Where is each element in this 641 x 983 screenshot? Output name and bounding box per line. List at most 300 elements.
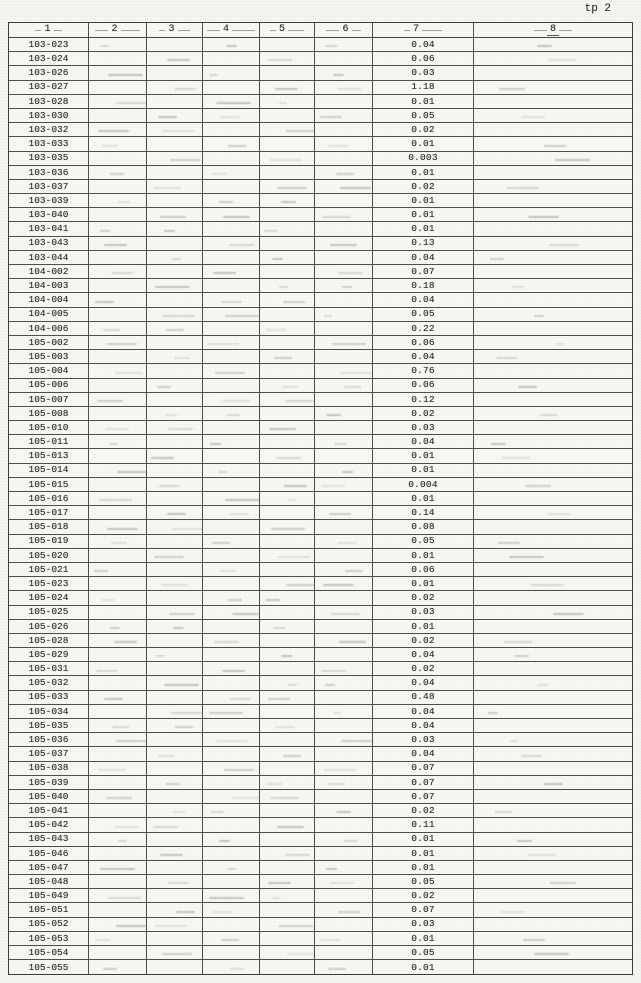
empty-cell (147, 520, 203, 533)
scan-smudge (216, 740, 248, 742)
scan-smudge (337, 542, 357, 544)
table-row (9, 449, 632, 463)
scan-smudge (220, 570, 236, 572)
value-cell: 0.08 (373, 520, 474, 533)
sample-id-cell: 105-010 (9, 421, 89, 434)
empty-cell (474, 549, 632, 562)
empty-cell (315, 364, 373, 377)
value-cell: 0.01 (373, 95, 474, 108)
column-header (373, 23, 474, 37)
value-cell: 0.06 (373, 379, 474, 392)
empty-cell (315, 322, 373, 335)
empty-cell (89, 137, 147, 150)
scan-smudge (215, 372, 245, 374)
empty-cell (260, 563, 315, 576)
empty-cell (260, 478, 315, 491)
scan-smudge (107, 528, 138, 530)
empty-cell (203, 38, 260, 51)
empty-cell (89, 109, 147, 122)
table-row (9, 606, 632, 620)
scan-smudge (548, 59, 576, 61)
table-row (9, 577, 632, 591)
scan-smudge (229, 513, 249, 515)
empty-cell (474, 393, 632, 406)
scan-smudge (155, 286, 190, 288)
empty-cell (89, 804, 147, 817)
sample-id-cell: 105-028 (9, 634, 89, 647)
sample-id-cell: 103-040 (9, 208, 89, 221)
value-cell: 0.07 (373, 762, 474, 775)
empty-cell (203, 535, 260, 548)
scan-smudge (512, 286, 524, 288)
empty-cell (147, 577, 203, 590)
table-row (9, 237, 632, 251)
empty-cell (147, 733, 203, 746)
empty-cell (315, 478, 373, 491)
scan-smudge (326, 30, 339, 31)
scan-smudge (112, 726, 129, 728)
sample-id-cell: 105-007 (9, 393, 89, 406)
sample-id-cell: 105-019 (9, 535, 89, 548)
scan-smudge (98, 769, 126, 771)
table-row (9, 393, 632, 407)
sample-id-cell: 105-037 (9, 747, 89, 760)
empty-cell (315, 293, 373, 306)
sample-id-cell: 105-016 (9, 492, 89, 505)
empty-cell (474, 237, 632, 250)
scan-smudge (106, 797, 132, 799)
empty-cell (147, 946, 203, 959)
empty-cell (89, 776, 147, 789)
empty-cell (147, 251, 203, 264)
empty-cell (474, 208, 632, 221)
empty-cell (147, 137, 203, 150)
scan-smudge (117, 471, 147, 473)
scan-smudge (111, 542, 127, 544)
empty-cell (474, 464, 632, 477)
value-cell: 0.04 (373, 747, 474, 760)
value-cell: 0.05 (373, 308, 474, 321)
empty-cell (147, 208, 203, 221)
scan-smudge (219, 201, 233, 203)
empty-cell (89, 166, 147, 179)
empty-cell (89, 180, 147, 193)
empty-cell (315, 903, 373, 916)
sample-id-cell: 105-011 (9, 435, 89, 448)
empty-cell (147, 222, 203, 235)
value-cell: 0.03 (373, 421, 474, 434)
empty-cell (315, 449, 373, 462)
scan-smudge (559, 30, 572, 31)
empty-cell (203, 137, 260, 150)
empty-cell (474, 634, 632, 647)
scan-smudge (54, 30, 62, 31)
scan-smudge (342, 471, 353, 473)
empty-cell (260, 577, 315, 590)
empty-cell (203, 464, 260, 477)
empty-cell (203, 478, 260, 491)
empty-cell (147, 364, 203, 377)
empty-cell (315, 123, 373, 136)
scan-smudge (506, 187, 539, 189)
empty-cell (203, 889, 260, 902)
scan-smudge (322, 216, 351, 218)
scan-smudge (228, 599, 242, 601)
scan-smudge (521, 755, 542, 757)
scan-smudge (284, 485, 307, 487)
empty-cell (147, 478, 203, 491)
sample-id-cell: 103-043 (9, 237, 89, 250)
empty-cell (89, 350, 147, 363)
empty-cell (147, 563, 203, 576)
empty-cell (89, 549, 147, 562)
scan-smudge (265, 599, 280, 601)
table-row (9, 932, 632, 946)
table-row (9, 435, 632, 449)
empty-cell (147, 535, 203, 548)
empty-cell (474, 81, 632, 94)
sample-id-cell: 105-048 (9, 875, 89, 888)
scan-smudge (550, 882, 576, 884)
scan-smudge (164, 230, 175, 232)
sample-id-cell: 105-029 (9, 648, 89, 661)
empty-cell (89, 194, 147, 207)
empty-cell (147, 109, 203, 122)
scan-smudge (269, 428, 296, 430)
scan-smudge (107, 343, 137, 345)
scan-smudge (273, 627, 286, 629)
empty-cell (89, 535, 147, 548)
sample-id-cell: 103-032 (9, 123, 89, 136)
empty-cell (89, 691, 147, 704)
empty-cell (147, 747, 203, 760)
empty-cell (147, 691, 203, 704)
scan-smudge (496, 357, 517, 359)
empty-cell (89, 946, 147, 959)
column-header (89, 23, 147, 37)
sample-id-cell: 105-038 (9, 762, 89, 775)
scan-smudge (333, 712, 341, 714)
table-row (9, 308, 632, 322)
column-header (474, 23, 632, 37)
empty-cell (315, 662, 373, 675)
scan-smudge (116, 740, 146, 742)
scan-smudge (502, 457, 530, 459)
empty-cell (147, 449, 203, 462)
empty-cell (260, 166, 315, 179)
empty-cell (203, 293, 260, 306)
sample-id-cell: 105-021 (9, 563, 89, 576)
scan-smudge (277, 826, 304, 828)
empty-cell (260, 393, 315, 406)
scan-smudge (232, 797, 260, 799)
scan-smudge (223, 216, 250, 218)
empty-cell (147, 549, 203, 562)
scan-smudge (207, 30, 220, 31)
table-row (9, 109, 632, 123)
scan-smudge (216, 102, 251, 104)
scan-smudge (214, 641, 239, 643)
scan-smudge (232, 30, 255, 31)
scan-smudge (118, 201, 130, 203)
empty-cell (260, 308, 315, 321)
value-cell: 0.03 (373, 918, 474, 931)
scan-smudge (155, 925, 187, 927)
empty-cell (315, 733, 373, 746)
empty-cell (474, 137, 632, 150)
scan-smudge (288, 30, 304, 31)
scan-smudge (268, 882, 291, 884)
empty-cell (260, 932, 315, 945)
table-row (9, 95, 632, 109)
scan-smudge (160, 854, 183, 856)
scan-smudge (173, 811, 185, 813)
scan-smudge (270, 30, 276, 31)
empty-cell (147, 180, 203, 193)
scan-smudge (264, 230, 277, 232)
table-row (9, 208, 632, 222)
empty-cell (147, 492, 203, 505)
value-cell: 0.01 (373, 549, 474, 562)
scan-smudge (556, 343, 564, 345)
scan-smudge (338, 272, 363, 274)
empty-cell (474, 591, 632, 604)
empty-cell (315, 279, 373, 292)
empty-cell (474, 818, 632, 831)
empty-cell (203, 918, 260, 931)
empty-cell (315, 705, 373, 718)
empty-cell (315, 691, 373, 704)
empty-cell (474, 123, 632, 136)
scan-smudge (96, 670, 117, 672)
sample-id-cell: 103-027 (9, 81, 89, 94)
scan-smudge (100, 868, 135, 870)
empty-cell (260, 804, 315, 817)
empty-cell (89, 960, 147, 974)
table-row (9, 591, 632, 605)
scan-smudge (175, 726, 193, 728)
scan-smudge (151, 457, 174, 459)
empty-cell (315, 747, 373, 760)
scan-smudge (531, 584, 564, 586)
empty-cell (89, 847, 147, 860)
scan-smudge (226, 45, 237, 47)
value-cell: 0.01 (373, 960, 474, 974)
empty-cell (260, 251, 315, 264)
empty-cell (315, 435, 373, 448)
table-row (9, 804, 632, 818)
empty-cell (203, 549, 260, 562)
scan-smudge (112, 272, 133, 274)
empty-cell (474, 435, 632, 448)
table-row (9, 634, 632, 648)
table-row (9, 903, 632, 917)
empty-cell (89, 308, 147, 321)
empty-cell (89, 364, 147, 377)
empty-cell (147, 435, 203, 448)
sample-id-cell: 105-031 (9, 662, 89, 675)
empty-cell (260, 903, 315, 916)
table-row (9, 506, 632, 520)
empty-cell (315, 251, 373, 264)
empty-cell (147, 379, 203, 392)
empty-cell (260, 847, 315, 860)
empty-cell (89, 676, 147, 689)
empty-cell (474, 804, 632, 817)
sample-id-cell: 103-035 (9, 152, 89, 165)
scan-smudge (168, 428, 193, 430)
scan-smudge (218, 471, 227, 473)
scan-smudge (272, 258, 283, 260)
empty-cell (474, 152, 632, 165)
empty-cell (315, 152, 373, 165)
value-cell: 0.02 (373, 407, 474, 420)
empty-cell (89, 81, 147, 94)
column-header (9, 23, 89, 37)
empty-cell (89, 861, 147, 874)
empty-cell (89, 237, 147, 250)
empty-cell (147, 648, 203, 661)
value-cell: 0.06 (373, 52, 474, 65)
empty-cell (89, 435, 147, 448)
empty-cell (315, 194, 373, 207)
scan-smudge (221, 301, 242, 303)
empty-cell (474, 66, 632, 79)
scan-smudge (161, 584, 189, 586)
scan-smudge (213, 272, 236, 274)
scan-smudge (528, 216, 559, 218)
sample-id-cell: 105-041 (9, 804, 89, 817)
empty-cell (315, 265, 373, 278)
empty-cell (474, 52, 632, 65)
empty-cell (260, 946, 315, 959)
sample-id-cell: 103-037 (9, 180, 89, 193)
empty-cell (89, 52, 147, 65)
empty-cell (315, 960, 373, 974)
empty-cell (315, 66, 373, 79)
scan-smudge (345, 570, 363, 572)
value-cell: 0.04 (373, 293, 474, 306)
empty-cell (203, 591, 260, 604)
scan-smudge (207, 343, 239, 345)
scan-smudge (104, 244, 127, 246)
sample-id-cell: 105-013 (9, 449, 89, 462)
empty-cell (203, 903, 260, 916)
scan-smudge (504, 641, 533, 643)
scan-smudge (211, 173, 227, 175)
empty-cell (260, 790, 315, 803)
empty-cell (89, 520, 147, 533)
column-header-label: 1 (44, 24, 51, 35)
empty-cell (315, 237, 373, 250)
value-cell: 0.02 (373, 591, 474, 604)
sample-id-cell: 105-039 (9, 776, 89, 789)
scan-smudge (525, 485, 551, 487)
value-cell: 0.02 (373, 123, 474, 136)
empty-cell (260, 81, 315, 94)
empty-cell (147, 591, 203, 604)
empty-cell (203, 733, 260, 746)
empty-cell (474, 478, 632, 491)
empty-cell (203, 705, 260, 718)
empty-cell (260, 606, 315, 619)
empty-cell (474, 918, 632, 931)
table-row (9, 251, 632, 265)
scan-smudge (270, 797, 299, 799)
empty-cell (89, 38, 147, 51)
value-cell: 0.01 (373, 620, 474, 633)
scan-smudge (287, 953, 315, 955)
empty-cell (203, 946, 260, 959)
scan-smudge (328, 783, 345, 785)
empty-cell (89, 506, 147, 519)
value-cell: 0.03 (373, 606, 474, 619)
value-cell: 0.003 (373, 152, 474, 165)
sample-id-cell: 105-002 (9, 336, 89, 349)
empty-cell (260, 733, 315, 746)
value-cell: 0.05 (373, 535, 474, 548)
empty-cell (260, 322, 315, 335)
scan-smudge (550, 244, 579, 246)
sample-id-cell: 105-042 (9, 818, 89, 831)
value-cell: 0.04 (373, 676, 474, 689)
empty-cell (203, 620, 260, 633)
empty-cell (203, 577, 260, 590)
empty-cell (315, 676, 373, 689)
empty-cell (260, 535, 315, 548)
sample-id-cell: 105-003 (9, 350, 89, 363)
empty-cell (203, 208, 260, 221)
scan-smudge (501, 911, 525, 913)
empty-cell (89, 606, 147, 619)
value-cell: 0.07 (373, 903, 474, 916)
empty-cell (203, 790, 260, 803)
empty-cell (315, 563, 373, 576)
table-row (9, 705, 632, 719)
scan-smudge (422, 30, 442, 31)
empty-cell (203, 563, 260, 576)
sample-id-cell: 105-035 (9, 719, 89, 732)
value-cell: 0.04 (373, 648, 474, 661)
empty-cell (89, 222, 147, 235)
empty-cell (89, 591, 147, 604)
empty-cell (260, 38, 315, 51)
scan-smudge (544, 783, 563, 785)
empty-cell (203, 676, 260, 689)
empty-cell (260, 747, 315, 760)
scan-smudge (342, 286, 352, 288)
empty-cell (474, 719, 632, 732)
empty-cell (315, 492, 373, 505)
value-cell: 0.04 (373, 251, 474, 264)
scan-smudge (285, 400, 314, 402)
empty-cell (89, 279, 147, 292)
empty-cell (147, 662, 203, 675)
sample-id-cell: 105-055 (9, 960, 89, 974)
page-label: tp 2 (584, 3, 611, 15)
table-row (9, 350, 632, 364)
empty-cell (203, 634, 260, 647)
empty-cell (260, 123, 315, 136)
empty-cell (147, 634, 203, 647)
table-row (9, 322, 632, 336)
scan-smudge (515, 655, 529, 657)
empty-cell (315, 719, 373, 732)
empty-cell (260, 776, 315, 789)
sample-id-cell: 105-043 (9, 833, 89, 846)
sample-id-cell: 105-054 (9, 946, 89, 959)
table-row (9, 137, 632, 151)
